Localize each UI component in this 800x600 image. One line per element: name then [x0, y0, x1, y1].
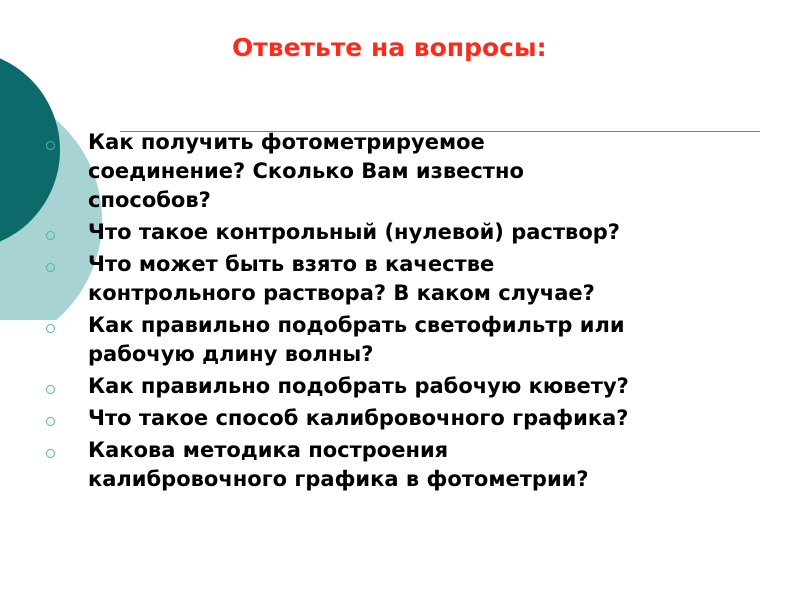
- bullet-icon: [46, 324, 55, 333]
- question-text-line: Что такое способ калибровочного графика?: [88, 406, 629, 430]
- bullet-icon: [46, 449, 55, 458]
- question-text-line: соединение? Сколько Вам известно: [88, 159, 524, 183]
- question-item: [46, 372, 776, 401]
- question-text-line: Какова методика построения: [88, 438, 449, 462]
- question-text-line: Как правильно подобрать рабочую кювету?: [88, 374, 629, 398]
- question-item: [46, 250, 776, 308]
- bullet-icon: [46, 417, 55, 426]
- question-item: [46, 404, 776, 433]
- question-text-line: способов?: [88, 188, 211, 212]
- question-item: [46, 128, 776, 215]
- question-text-line: рабочую длину волны?: [88, 342, 374, 366]
- question-list: [46, 128, 776, 497]
- question-item: [46, 436, 776, 494]
- question-text-line: контрольного раствора? В каком случае?: [88, 281, 595, 305]
- question-text-line: Что может быть взято в качестве: [88, 252, 495, 276]
- bullet-icon: [46, 385, 55, 394]
- question-text-line: Что такое контрольный (нулевой) раствор?: [88, 220, 620, 244]
- question-item: [46, 311, 776, 369]
- question-text-line: Как получить фотометрируемое: [88, 130, 485, 154]
- bullet-icon: [46, 141, 55, 150]
- bullet-icon: [46, 263, 55, 272]
- slide-title: Ответьте на вопросы:: [232, 33, 547, 62]
- question-text-line: калибровочного графика в фотометрии?: [88, 467, 589, 491]
- bullet-icon: [46, 231, 55, 240]
- question-text-line: Как правильно подобрать светофильтр или: [88, 313, 625, 337]
- question-item: [46, 218, 776, 247]
